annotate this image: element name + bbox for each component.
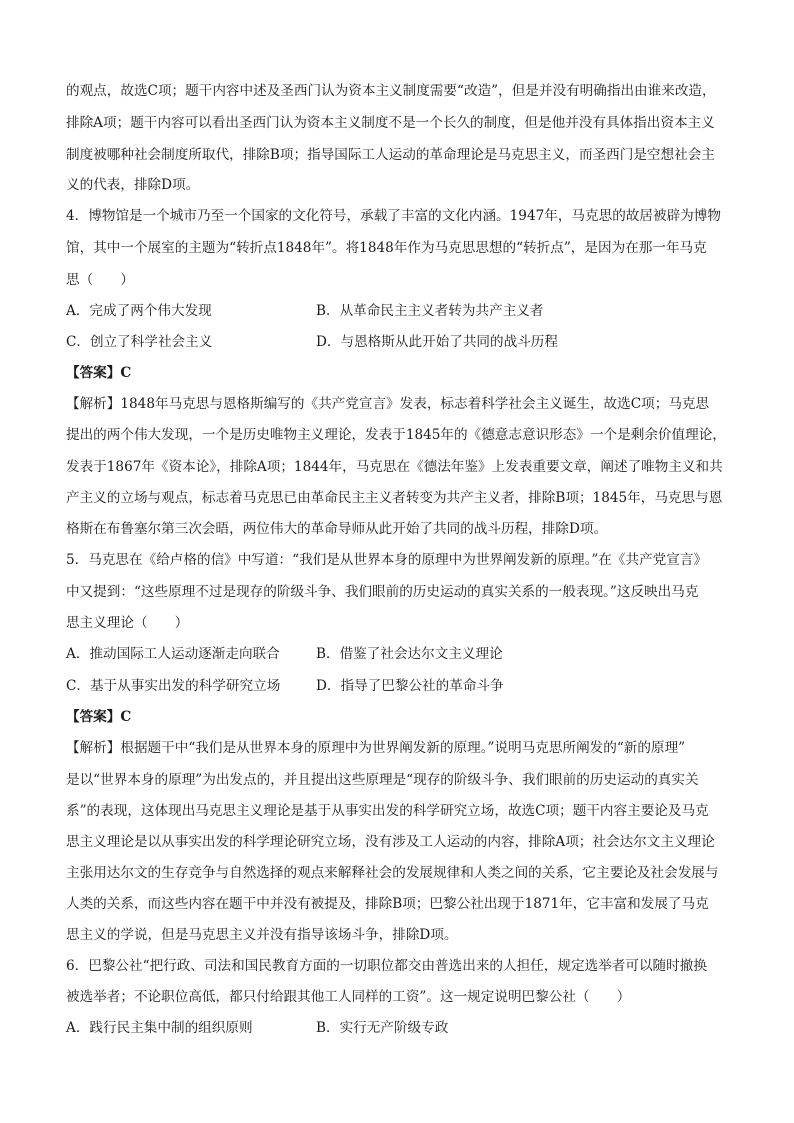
question-5-analysis: 系”的表现，这体现出马克思主义理论是基于从事实出发的科学研究立场，故选C项；题干内容主要论及马克 [66,803,709,819]
question-5-analysis: 思主义理论是以从事实出发的科学理论研究立场，没有涉及工人运动的内容，排除A项；社会达尔文主义理论 [66,834,715,850]
option-a: A．践行民主集中制的组织原则 [66,1020,253,1036]
option-c: C．基于从事实出发的科学研究立场 [66,678,281,694]
option-c: C．创立了科学社会主义 [66,334,213,350]
question-4-analysis: 格斯在布鲁塞尔第三次会晤，两位伟大的革命导师从此开始了共同的战斗历程，排除D项。 [66,521,608,537]
question-4-analysis: 提出的两个伟大发现，一个是历史唯物主义理论，发表于1845年的《德意志意识形态》一个是剩余价值理论， [66,427,726,443]
analysis-line: 的观点，故选C项；题干内容中述及圣西门认为资本主义制度需要“改造”，但是并没有明确指出由谁来改造， [66,83,716,99]
option-b: B．实行无产阶级专政 [316,1020,449,1036]
option-b: B．从革命民主主义者转为共产主义者 [316,303,544,319]
question-5-analysis: 是以“世界本身的原理”为出发点的，并且提出这些原理是“现存的阶级斗争、我们眼前的历史运动的真实关 [66,772,699,788]
analysis-line: 义的代表，排除D项。 [66,177,200,193]
question-6-stem: 6．巴黎公社“把行政、司法和国民教育方面的一切职位都交由普选出来的人担任，规定选举者可以随时撤换 [66,958,707,974]
question-4-analysis: 产主义的立场与观点，标志着马克思已由革命民主主义者转变为共产主义者，排除B项；1845年，马克思与恩 [66,490,723,506]
option-d: D．指导了巴黎公社的革命斗争 [316,678,504,694]
question-5-stem: 5．马克思在《给卢格的信》中写道：“我们是从世界本身的原理中为世界阐发新的原理。”在《共产党宣言》 [66,552,708,568]
question-5-answer: 【答案】C [66,709,132,725]
question-5-analysis: 人类的关系，而这些内容在题干中并没有被提及，排除B项；巴黎公社出现于1871年，它丰富和发展了马克 [66,896,709,912]
question-4-stem: 思（ ） [66,272,134,288]
question-6-stem: 被选举者；不论职位高低，都只付给跟其他工人同样的工资”。这一规定说明巴黎公社（ ） [66,989,631,1005]
question-5-analysis: 【解析】根据题干中“我们是从世界本身的原理中为世界阐发新的原理。”说明马克思所阐发的“新的原理” [66,740,686,756]
analysis-line: 制度被哪种社会制度所取代，排除B项；指导国际工人运动的革命理论是马克思主义，而圣西门是空想社会主 [66,147,715,163]
question-5-analysis: 主张用达尔文的生存竞争与自然选择的观点来解释社会的发展规律和人类之间的关系，它主要论及社会发展与 [66,865,719,881]
question-5-stem: 中又提到：“这些原理不过是现存的阶级斗争、我们眼前的历史运动的真实关系的一般表现。”这反映出马克 [66,584,699,600]
question-4-analysis: 发表于1867年《资本论》，排除A项；1844年，马克思在《德法年鉴》上发表重要文章，阐述了唯物主义和共 [66,459,723,475]
analysis-line: 排除A项；题干内容可以看出圣西门认为资本主义制度不是一个长久的制度，但是他并没有具体指出资本主义 [66,115,715,131]
option-a: A．推动国际工人运动逐渐走向联合 [66,646,280,662]
question-4-stem: 4．博物馆是一个城市乃至一个国家的文化符号，承载了丰富的文化内涵。1947年，马克思的故居被辟为博物 [66,208,721,224]
option-d: D．与恩格斯从此开始了共同的战斗历程 [316,334,558,350]
question-4-answer: 【答案】C [66,365,132,381]
question-4-analysis: 【解析】1848年马克思与恩格斯编写的《共产党宣言》发表，标志着科学社会主义诞生，故选C项；马克思 [66,396,710,412]
question-5-stem: 思主义理论（ ） [66,615,189,631]
question-4-stem: 馆，其中一个展室的主题为“转折点1848年”。将1848年作为马克思思想的“转折点”，是因为在那一年马克 [66,240,707,256]
option-a: A．完成了两个伟大发现 [66,303,212,319]
question-5-analysis: 思主义的学说，但是马克思主义并没有指导该场斗争，排除D项。 [66,927,458,943]
option-b: B．借鉴了社会达尔文主义理论 [316,646,503,662]
